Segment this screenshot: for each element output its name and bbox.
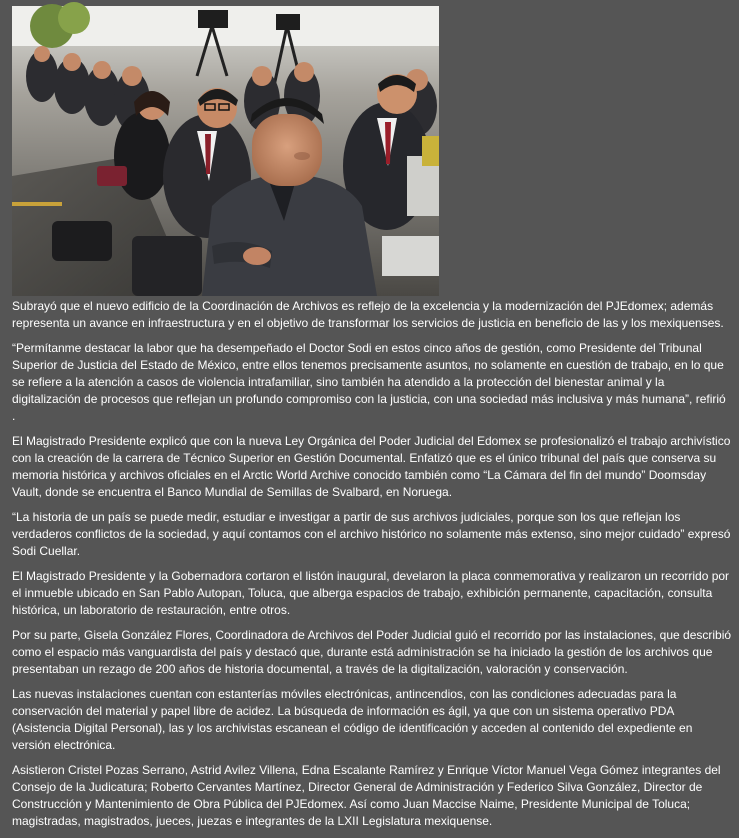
article-paragraph: Por su parte, Gisela González Flores, Coordinadora de Archivos del Poder Judicial guió el recorrido por las instalaciones, que describió como el espacio más vanguardista del país y destacó que, durante está administración se ha iniciado la gestión de los archivos que presentaban un rezago de 200 años de historia documental, a través de la digitalización, valoración y conservación. xyxy=(12,628,732,676)
article-paragraph: “Permítanme destacar la labor que ha desempeñado el Doctor Sodi en estos cinco años de gestión, como Presidente del Tribunal Superior de Justicia del Estado de México, entre ellos tenemos precisamente asuntos, no solamente en cuestión de trabajo, en lo que se refiere a la atención a casos de violencia intrafamiliar, sino también ha atendido a la protección del bienestar animal y la digitalización de procesos que reflejan un profundo compromiso con la justicia, con una sociedad más inclusiva y más humana”, refirió . xyxy=(12,341,726,423)
article-paragraph: “La historia de un país se puede medir, estudiar e investigar a partir de sus archivos judiciales, porque son los que reflejan los verdaderos conflictos de la sociedad, y aquí contamos con el archivo histórico no solamente más extenso, sino mejor cuidado” expresó Sodi Cuellar. xyxy=(12,510,731,558)
article-paragraph: El Magistrado Presidente explicó que con la nueva Ley Orgánica del Poder Judicial del Edomex se profesionalizó el trabajo archivístico con la creación de la carrera de Técnico Superior en Gestión Documental. Enfatizó que es el único tribunal del país que conserva su memoria histórica y archivos oficiales en el Arctic World Archive conocido también como “La Cámara del fin del mundo” Doomsday Vault, donde se encuentra el Banco Mundial de Semillas de Svalbard, en Noruega. xyxy=(12,434,731,499)
article-paragraph: El Magistrado Presidente y la Gobernadora cortaron el listón inaugural, develaron la placa conmemorativa y realizaron un recorrido por el inmueble ubicado en San Pablo Autopan, Toluca, que alberga espacios de trabajo, exhibición permanente, capacitación, consulta histórica, un laboratorio de restauración, entre otros. xyxy=(12,569,730,617)
article-body xyxy=(12,298,732,838)
article-paragraph: Subrayó que el nuevo edificio de la Coordinación de Archivos es reflejo de la excelencia y la modernización del PJEdomex; además representa un avance en infraestructura y en el objetivo de transformar los servicios de justicia en beneficio de las y los mexiquenses. xyxy=(12,299,724,330)
article-paragraph: Asistieron Cristel Pozas Serrano, Astrid Avilez Villena, Edna Escalante Ramírez y Enrique Víctor Manuel Vega Gómez integrantes del Consejo de la Judicatura; Roberto Cervantes Martínez, Director General de Administración y Federico Silva González, Director de Construcción y Mantenimiento de Obra Pública del PJEdomex. Así como Juan Maccise Naime, Presidente Municipal de Toluca; magistradas, magistrados, jueces, juezas e integrantes de la LXII Legislatura mexiquense. xyxy=(12,763,721,828)
event-photo-illustration xyxy=(12,6,439,296)
article-paragraph: Las nuevas instalaciones cuentan con estanterías móviles electrónicas, antincendios, con las condiciones adecuadas para la conservación del material y papel libre de acidez. La búsqueda de información es ágil, ya que con un sistema operativo PDA (Asistencia Digital Personal), las y los archivistas escanean el código de identificación y acceden al contenido del expediente en versión electrónica. xyxy=(12,687,693,752)
event-photo xyxy=(12,6,439,296)
